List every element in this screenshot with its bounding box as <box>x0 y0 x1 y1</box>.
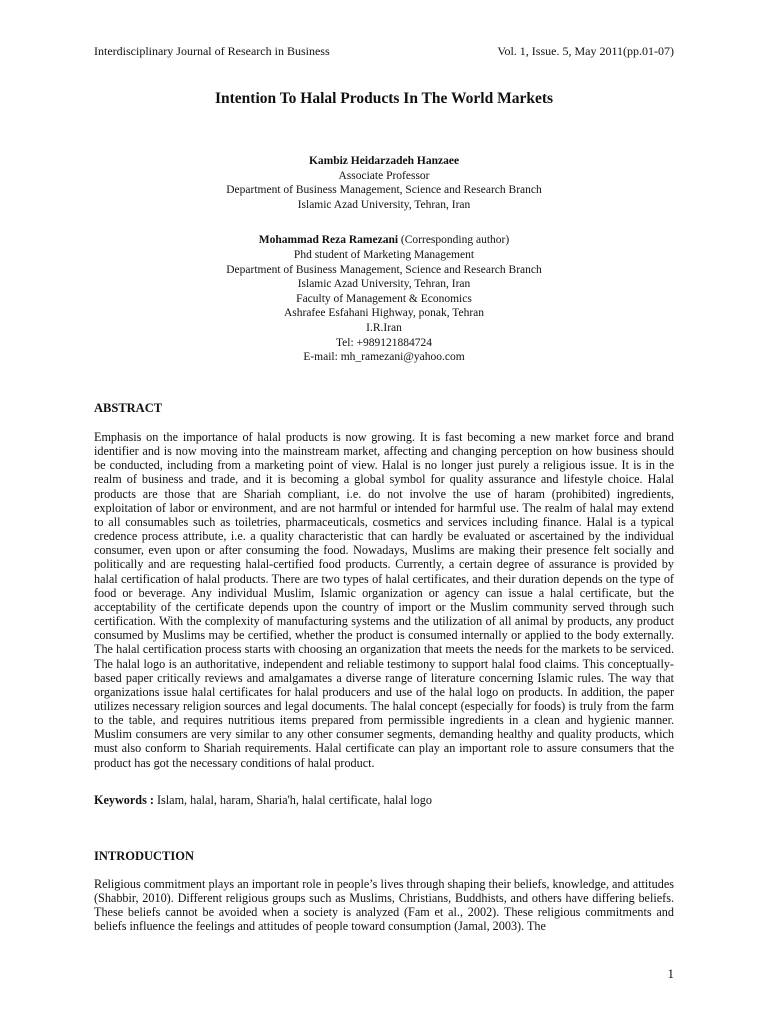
author-affiliation-line: I.R.Iran <box>366 321 402 334</box>
keywords-label: Keywords : <box>94 793 157 807</box>
page-number: 1 <box>667 966 674 981</box>
paper-title: Intention To Halal Products In The World Markets <box>214 90 554 107</box>
abstract-text: Emphasis on the importance of halal products is now growing. It is fast becoming a new market force and brand identifier and is now moving into the mainstream market, affecting and changing perception on how business should be conducted, including from a marketing point of view. Halal is no longer just purely a religious issue. It is in the realm of business and trade, and it is becoming a global symbol for quality assurance and lifestyle choice. Halal products are those that are Shariah compliant, i.e. do not involve the use of haram (prohibited) ingredients, exploitation of labor or environment, and are not harmful or intended for harmful use. The realm of halal may extend to all consumables such as toiletries, pharmaceuticals, cosmetics and services including finance. Halal is a typical credence process attribute, i.e. a quality characteristic that can hardly be evaluated or ascertained by the individual consumer, even upon or after consuming the food. Nowadays, Muslims are making their presence felt socially and politically and are requesting halal-certified food products. Currently, a certain degree of assurance is provided by halal certification of halal products. There are two types of halal certificates, and their duration depends on the type of food or beverage. Any individual Muslim, Islamic organization or agency can issue a halal certificate, but the acceptability of the certificate depends upon the country of import or the Muslim community served through such certification. With the complexity of manufacturing systems and the utilization of all animal by products, any product consumed by Muslims may be certified, whether the product is consumed internally or applied to the body externally. The halal certification process starts with choosing an organization that meets the needs for the markets to be serviced. The halal logo is an authoritative, independent and reliable testimony to support halal food claims. This conceptually-based paper critically reviews and amalgamates a diverse range of literature concerning Islamic rules. The way that organizations issue halal certificates for halal producers and use of the halal logo on products. In addition, the paper utilizes necessary religion sources and legal documents. The halal concept (especially for foods) is truly from the farm to the table, and requires nutritious items prepared from permissible ingredients in a clean and hygienic manner. Muslim consumers are very similar to any other consumer segments, demanding healthy and quality products, which must also conform to Shariah requirements. Halal certificate can play an important role to assure consumers that the product has got the necessary conditions of halal product. <box>94 430 674 770</box>
author-2 <box>0 233 768 364</box>
author-affiliation-line: Associate Professor <box>338 169 430 182</box>
author-role: (Corresponding author) <box>398 234 510 247</box>
author-email: E-mail: mh_ramezani@yahoo.com <box>303 351 465 364</box>
introduction-text: Religious commitment plays an important role in people’s lives through shaping their beliefs, knowledge, and attitudes (Shabbir, 2010). Different religious groups such as Muslims, Christians, Buddhists, and others have differing beliefs. These beliefs cannot be avoided when a society is analyzed (Fam et al., 2002). These religious commitments and beliefs influence the feelings and attitudes of people toward consumption (Jamal, 2003). The <box>94 877 674 934</box>
introduction-heading: INTRODUCTION <box>94 849 195 863</box>
author-affiliation-line: Department of Business Management, Science and Research Branch <box>226 263 542 276</box>
author-affiliation-line: Ashrafee Esfahani Highway, ponak, Tehran <box>283 307 485 320</box>
author-1 <box>0 154 768 212</box>
author-phone: Tel: +989121884724 <box>335 336 433 349</box>
author-affiliation-line: Islamic Azad University, Tehran, Iran <box>297 278 471 291</box>
author-list <box>0 154 768 365</box>
author-name: Kambiz Heidarzadeh Hanzaee <box>308 155 460 167</box>
author-affiliation-line: Islamic Azad University, Tehran, Iran <box>297 198 471 211</box>
journal-name: Interdisciplinary Journal of Research in Business <box>94 44 330 58</box>
keywords-line <box>94 793 432 808</box>
abstract-heading: ABSTRACT <box>94 401 163 415</box>
author-affiliation-line: Faculty of Management & Economics <box>296 292 472 305</box>
issue-info: Vol. 1, Issue. 5, May 2011(pp.01-07) <box>497 44 674 58</box>
running-header <box>94 44 674 58</box>
keywords-text: Islam, halal, haram, Sharia'h, halal certificate, halal logo <box>156 793 432 807</box>
author-affiliation-line: Department of Business Management, Science and Research Branch <box>226 184 542 197</box>
author-name: Mohammad Reza Ramezani <box>258 234 399 247</box>
author-affiliation-line: Phd student of Marketing Management <box>293 248 475 261</box>
